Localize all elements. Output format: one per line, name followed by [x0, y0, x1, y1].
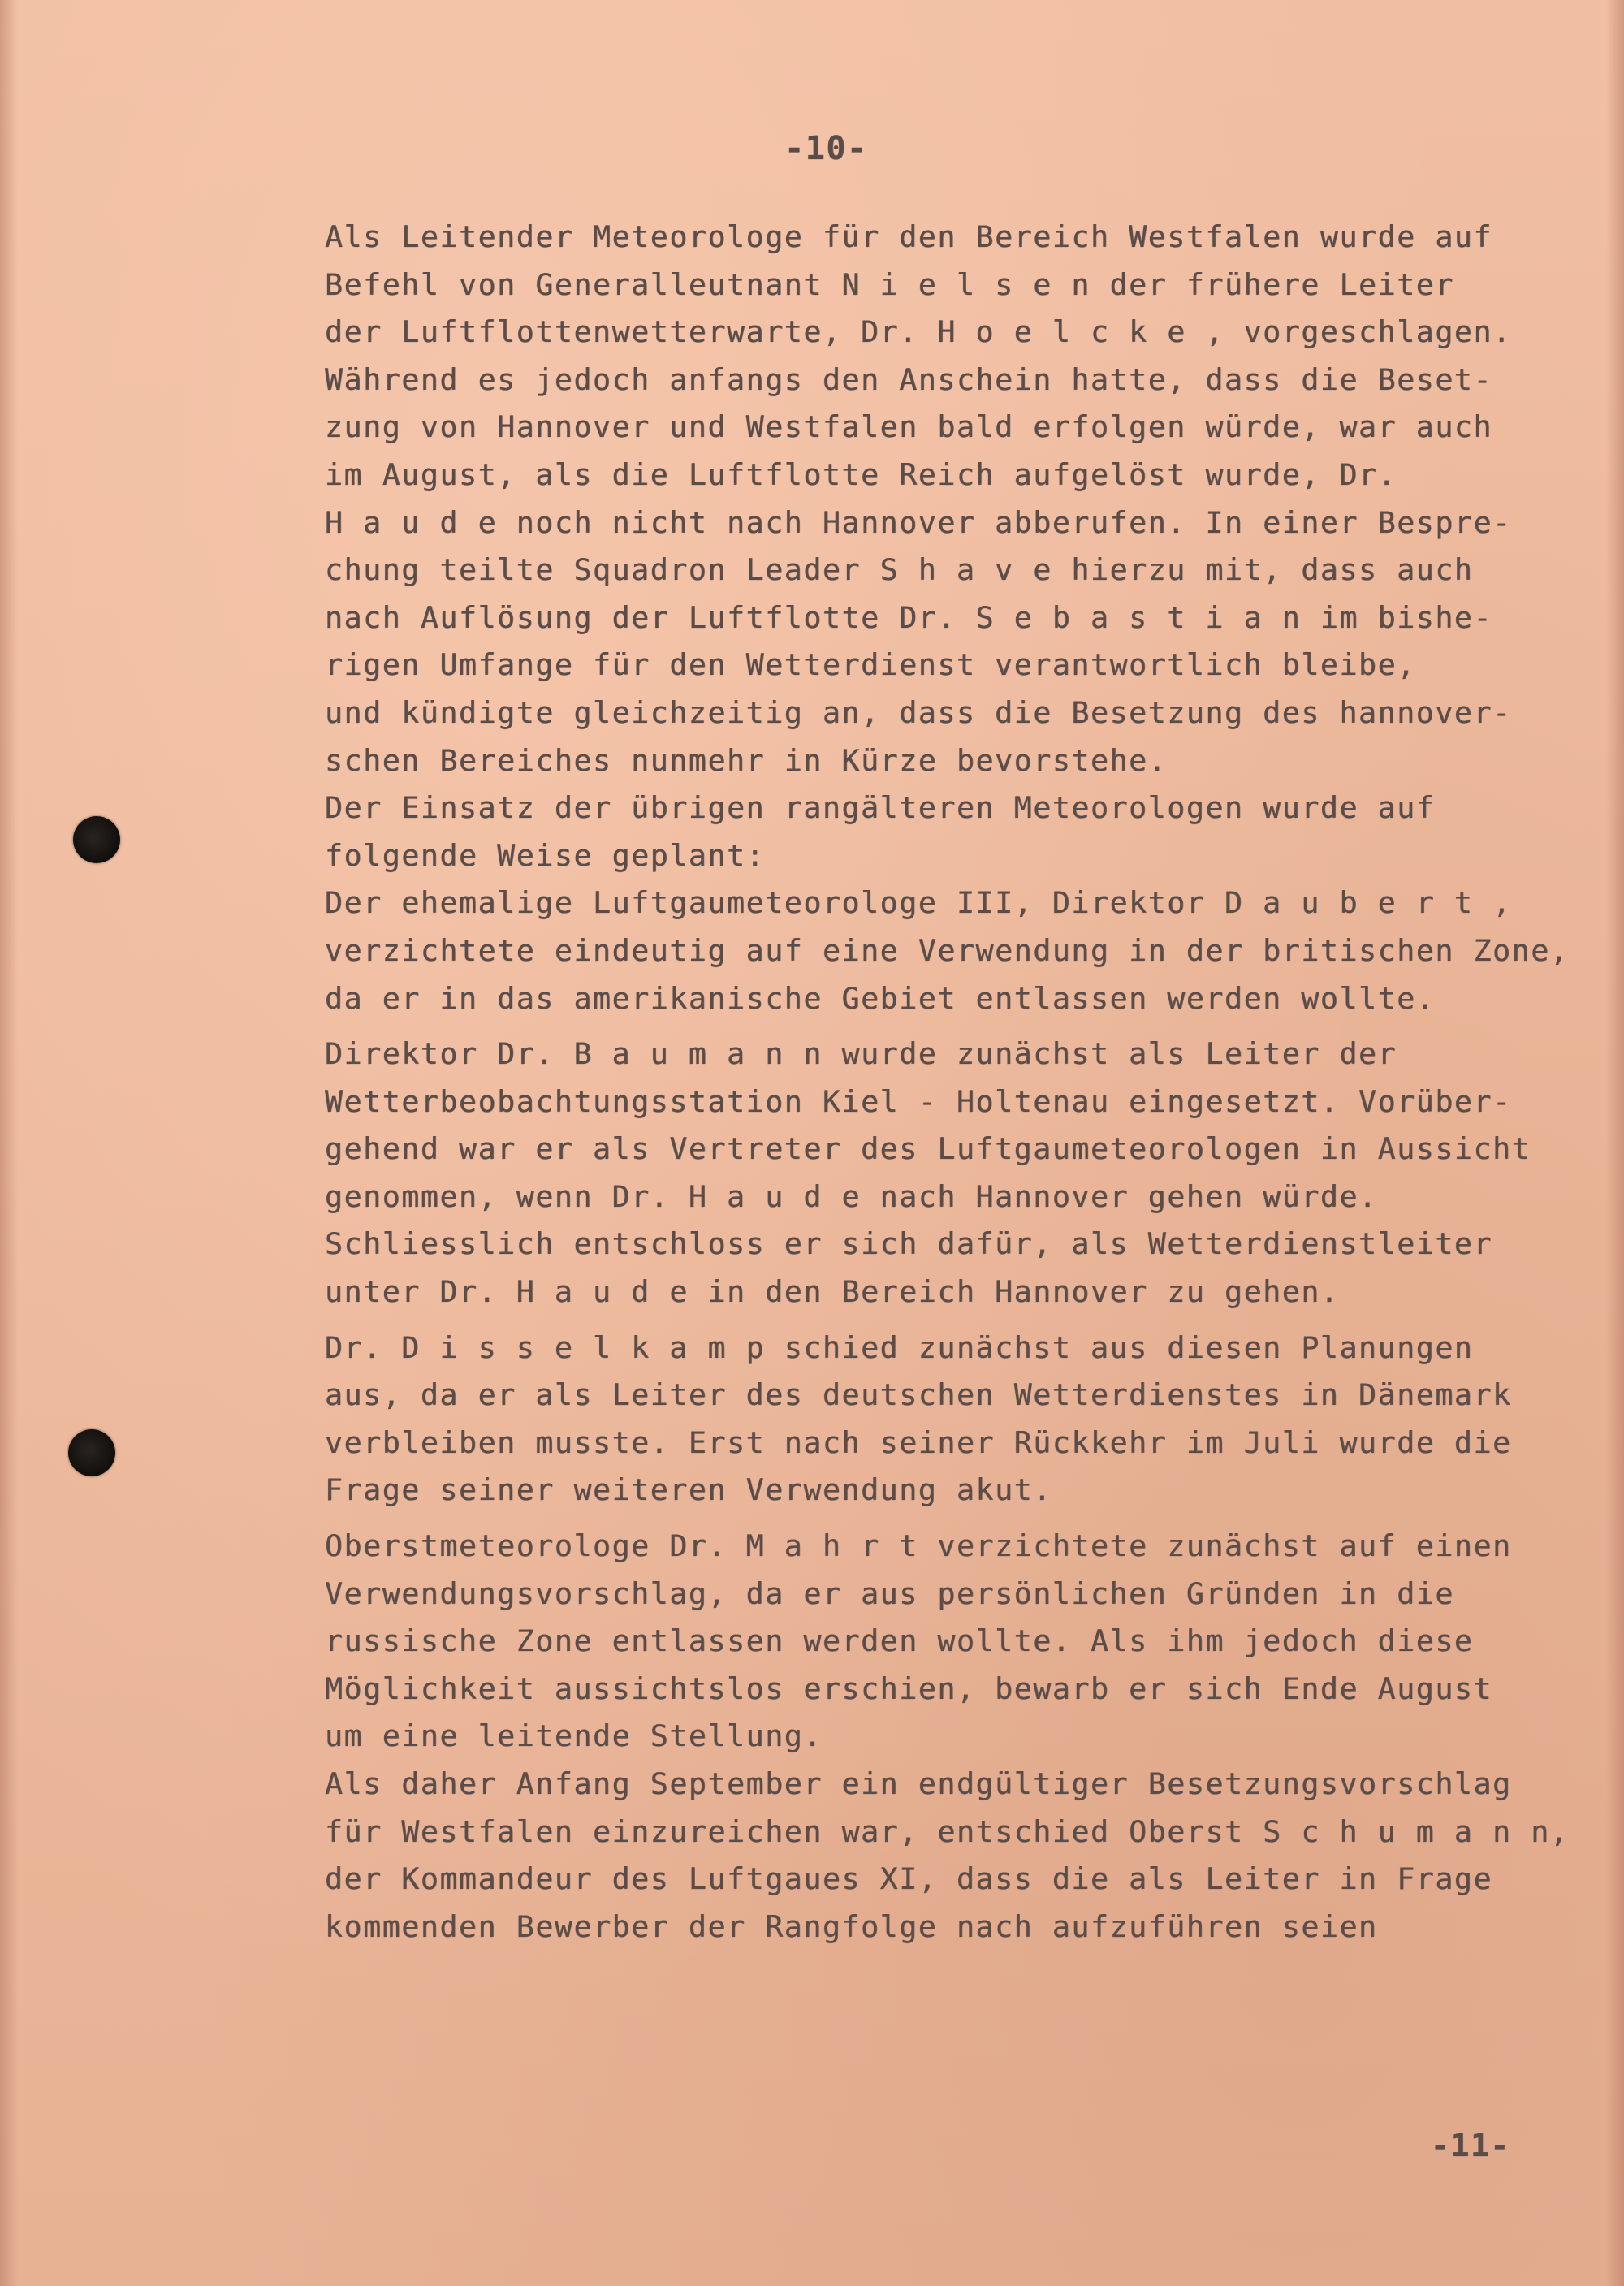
paragraph-4	[325, 1523, 1608, 1951]
punch-hole-lower	[68, 1429, 115, 1476]
text-line: um eine leitende Stellung.	[325, 1718, 823, 1754]
text-line: im August, als die Luftflotte Reich aufgelöst wurde, Dr.	[325, 456, 1397, 492]
text-line: Während es jedoch anfangs den Anschein hatte, dass die Beset-	[325, 361, 1493, 397]
text-line: gehend war er als Vertreter des Luftgaumeteorologen in Aussicht	[325, 1131, 1531, 1167]
text-line: Als daher Anfang September ein endgültiger Besetzungsvorschlag	[325, 1766, 1512, 1801]
next-page-marker: -11-	[1431, 2128, 1510, 2163]
text-line: genommen, wenn Dr. H a u d e nach Hannover gehen würde.	[325, 1178, 1378, 1214]
text-line: Der Einsatz der übrigen rangälteren Meteorologen wurde auf	[325, 790, 1436, 826]
paragraph-1	[325, 214, 1608, 1022]
text-line: für Westfalen einzureichen war, entschied Oberst S c h u m a n n,	[325, 1813, 1570, 1849]
text-line: der Kommandeur des Luftgaues XI, dass die als Leiter in Frage	[325, 1861, 1493, 1897]
text-line: H a u d e noch nicht nach Hannover abberufen. In einer Bespre-	[325, 504, 1512, 540]
text-line: da er in das amerikanische Gebiet entlassen werden wollte.	[325, 980, 1436, 1016]
text-line: russische Zone entlassen werden wollte. Als ihm jedoch diese	[325, 1623, 1474, 1659]
page-edge-shadow-right	[1606, 0, 1624, 2286]
text-line: verzichtete eindeutig auf eine Verwendung in der britischen Zone,	[325, 932, 1570, 968]
text-line: schen Bereiches nunmehr in Kürze bevorstehe.	[325, 742, 1168, 778]
text-line: Dr. D i s s e l k a m p schied zunächst aus diesen Planungen	[325, 1329, 1474, 1365]
text-line: Möglichkeit aussichtslos erschien, bewarb er sich Ende August	[325, 1670, 1493, 1706]
text-line: Der ehemalige Luftgaumeteorologe III, Direktor D a u b e r t ,	[325, 885, 1512, 921]
text-line: Als Leitender Meteorologe für den Bereich Westfalen wurde auf	[325, 219, 1493, 254]
text-line: zung von Hannover und Westfalen bald erfolgen würde, war auch	[325, 409, 1493, 445]
text-line: Wetterbeobachtungsstation Kiel - Holtenau eingesetzt. Vorüber-	[325, 1083, 1512, 1119]
text-line: nach Auflösung der Luftflotte Dr. S e b a s t i a n im bishe-	[325, 599, 1493, 635]
text-line: chung teilte Squadron Leader S h a v e hierzu mit, dass auch	[325, 552, 1474, 588]
text-line: Frage seiner weiteren Verwendung akut.	[325, 1472, 1052, 1508]
page-edge-shadow-left	[0, 0, 18, 2286]
text-line: Oberstmeteorologe Dr. M a h r t verzichtete zunächst auf einen	[325, 1528, 1512, 1564]
typed-body-text	[325, 214, 1608, 1951]
text-line: verbleiben musste. Erst nach seiner Rückkehr im Juli wurde die	[325, 1424, 1512, 1460]
text-line: unter Dr. H a u d e in den Bereich Hannover zu gehen.	[325, 1274, 1340, 1310]
punch-hole-upper	[73, 816, 120, 863]
text-line: Verwendungsvorschlag, da er aus persönlichen Gründen in die	[325, 1575, 1454, 1611]
text-line: folgende Weise geplant:	[325, 837, 766, 873]
text-line: kommenden Bewerber der Rangfolge nach aufzuführen seien	[325, 1908, 1378, 1944]
text-line: und kündigte gleichzeitig an, dass die Besetzung des hannover-	[325, 694, 1512, 730]
page-number: -10-	[784, 130, 868, 167]
text-line: Schliesslich entschloss er sich dafür, als Wetterdienstleiter	[325, 1226, 1493, 1262]
paragraph-3	[325, 1324, 1608, 1515]
paragraph-2	[325, 1031, 1608, 1316]
text-line: rigen Umfange für den Wetterdienst verantwortlich bleibe,	[325, 647, 1416, 683]
text-line: aus, da er als Leiter des deutschen Wetterdienstes in Dänemark	[325, 1377, 1512, 1413]
text-line: der Luftflottenwetterwarte, Dr. H o e l c k e , vorgeschlagen.	[325, 314, 1512, 350]
text-line: Befehl von Generalleutnant N i e l s e n der frühere Leiter	[325, 266, 1454, 302]
text-line: Direktor Dr. B a u m a n n wurde zunächst als Leiter der	[325, 1036, 1397, 1072]
